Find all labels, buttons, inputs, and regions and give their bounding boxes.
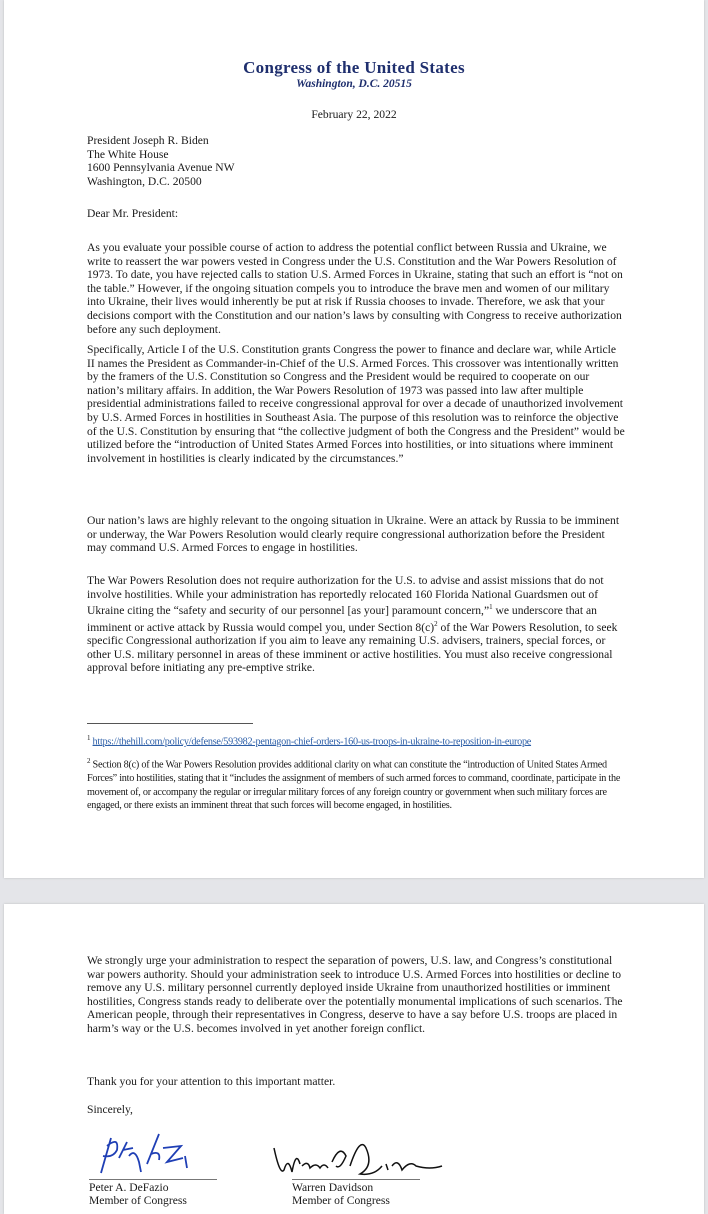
address-line: Washington, D.C. 20500 — [87, 174, 202, 188]
letter-page-1 — [4, 0, 704, 878]
signer-title: Member of Congress — [292, 1194, 390, 1207]
address-line: The White House — [87, 147, 169, 161]
footnote-1: $^1$ https://thehill.com/policy/defense/593982-pentagon-chief-orders-160-us-troops-in-ukraine-to-reposition-in-europe — [87, 734, 532, 748]
paragraph-2: Specifically, Article I of the U.S. Constitution grants Congress the power to finance and declare war, while Article II names the President as Commander-in-Chief of the U.S. Armed Forces. This crossover was intentionally written by the framers of the U.S. Constitution so Congress and the President would be required to cooperate on our nation’s military affairs. In addition, the War Powers Resolution of 1973 was passed into law after multiple presidential administrations failed to receive congressional approval for over a decade of unauthorized involvement by U.S. Armed Forces in hostilities in Southeast Asia. The purpose of this resolution was to reinforce the objective of the U.S. Constitution by ensuring that “the collective judgment of both the Congress and the President” would be utilized before the “introduction of United States Armed Forces into hostilities, or into situations where imminent involvement in hostilities is clearly indicated by the circumstances.” — [87, 343, 625, 465]
footnote-2: $^2$ Section 8(c) of the War Powers Resolution provides additional clarity on what can constitute the “introduction of United States Armed Forces” into hostilities, stating that it “includes the assignment of members of such armed forces to command, coordinate, participate in the movement of, or accompany the regular or irregular military forces of any foreign country or government when such military forces are engaged, or there exists an imminent threat that such forces will become engaged, in hostilities. — [87, 757, 621, 812]
letter-page-2 — [4, 904, 704, 1214]
signer-name: Peter A. DeFazio — [89, 1181, 169, 1194]
closing: Sincerely, — [87, 1103, 133, 1116]
signer-2 — [292, 1181, 390, 1207]
signer-1 — [89, 1181, 187, 1207]
letterhead-city: Washington, D.C. 20515 — [296, 78, 412, 90]
paragraph-4: The War Powers Resolution does not require authorization for the U.S. to advise and assist missions that do not involve hostilities. While your administration has reportedly relocated 160 Florida National Guardsmen out of Ukraine citing the “safety and security of our personnel [as your] paramount concern,”$^1$ we underscore that an imminent or active attack by Russia would compel you, under Section $8(c)^2$ of the War Powers Resolution, to seek specific Congressional authorization if you aim to leave any remaining U.S. advisers, trainers, special forces, or other U.S. military personnel in areas of these imminent or active hostilities. You must also receive congressional approval before initiating any pre-emptive strike. — [87, 574, 618, 675]
signature-davidson — [270, 1136, 450, 1180]
paragraph-5: We strongly urge your administration to respect the separation of powers, U.S. law, and Congress’s constitutional war powers authority. Should your administration seek to introduce U.S. Armed Forces into hostilities or decline to remove any U.S. military personnel currently deployed inside Ukraine from unauthorized hostilities or imminent hostilities, Congress stands ready to deliberate over the potentially monumental implications of such scenarios. The American people, through their representatives in Congress, deserve to have a say before U.S. troops are placed in harm’s way or the U.S. becomes involved in yet another foreign conflict. — [87, 954, 623, 1035]
thanks-line: Thank you for your attention to this important matter. — [87, 1075, 336, 1088]
footnote-ref-2[interactable]: 2 — [434, 619, 438, 628]
paragraph-3: Our nation’s laws are highly relevant to the ongoing situation in Ukraine. Were an attack by Russia to be imminent or underway, the War Powers Resolution would clearly require congressional authorization before the President may command U.S. Armed Forces to engage in hostilities. — [87, 514, 620, 555]
address-line: 1600 Pennsylvania Avenue NW — [87, 161, 235, 174]
signature-defazio — [89, 1128, 209, 1180]
signer-title: Member of Congress — [89, 1194, 187, 1207]
footnote-ref-1[interactable]: 1 — [489, 603, 493, 612]
letter-date: February 22, 2022 — [311, 108, 397, 121]
signer-name: Warren Davidson — [292, 1181, 374, 1194]
address-line: President Joseph R. Biden — [87, 134, 209, 147]
salutation: Dear Mr. President: — [87, 207, 179, 220]
recipient-address — [87, 134, 625, 188]
footnote-link[interactable]: https://thehill.com/policy/defense/593982-pentagon-chief-orders-160-us-troops-in-ukraine-to-reposition-in-europe — [92, 736, 532, 748]
footnote-divider — [87, 723, 253, 724]
paragraph-1: As you evaluate your possible course of action to address the potential conflict between Russia and Ukraine, we write to reassert the war powers vested in Congress under the U.S. Constitution and the War Powers Resolution of 1973. To date, you have rejected calls to station U.S. Armed Forces in Ukraine, stating that such an effort is “not on the table.” However, if the ongoing situation compels you to introduce the brave men and women of our military into Ukraine, their lives would inherently be put at risk if Russia chooses to invade. Therefore, we ask that your decisions comport with the Constitution and our nation’s laws by consulting with Congress to receive authorization before any such deployment. — [87, 241, 623, 336]
letterhead-title: Congress of the United States — [243, 58, 465, 77]
